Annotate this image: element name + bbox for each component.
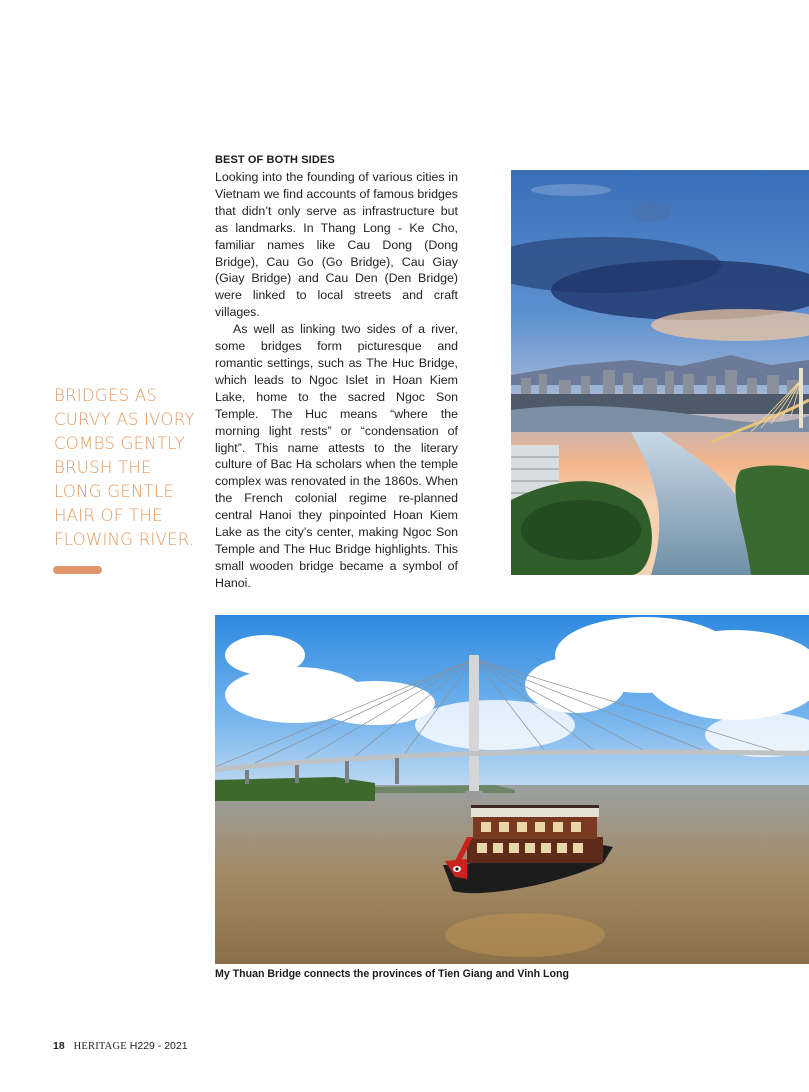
- city-bridge-photo: [511, 170, 809, 575]
- article-paragraph: As well as linking two sides of a river, some bridges form picturesque and romantic settings, such as The Huc Bridge, which leads to Ngoc Islet in Hoan Kiem Lake, home to the sacred Ngoc Son Temple. The Huc means “where the morning light rests” or “condensation of light”. This name attests to the literary culture of Bac Ha scholars when the temple complex was renovated in the 1860s. When the French colonial regime re-planned central Hanoi they pinpointed Hoan Kiem Lake as the city’s center, making Ngoc Son Temple and The Huc Bridge highlights. This small wooden bridge became a symbol of Hanoi.: [215, 322, 458, 590]
- pull-quote-accent-bar: [53, 566, 102, 574]
- photo-caption: My Thuan Bridge connects the provinces of Tien Giang and Vinh Long: [215, 968, 569, 980]
- pull-quote: BRIDGES AS CURVY AS IVORY COMBS GENTLY BRUSH THE LONG GENTLE HAIR OF THE FLOWING RIVER.: [54, 386, 195, 549]
- page-number: 18: [53, 1040, 65, 1052]
- section-heading: BEST OF BOTH SIDES: [215, 154, 335, 166]
- page-footer: [53, 1040, 188, 1052]
- issue-label: H229 - 2021: [129, 1040, 188, 1052]
- magazine-name: HERITAGE: [73, 1041, 127, 1052]
- my-thuan-bridge-photo: [215, 615, 809, 964]
- article-paragraph: Looking into the founding of various cities in Vietnam we find accounts of famous bridges that didn’t only serve as infrastructure but as landmarks. In Thang Long - Ke Cho, familiar names like Cau Dong (Dong Bridge), Cau Go (Go Bridge), Cau Giay (Giay Bridge) and Cau Den (Den Bridge) were linked to local streets and craft villages.: [215, 170, 458, 320]
- article-body: [215, 169, 458, 592]
